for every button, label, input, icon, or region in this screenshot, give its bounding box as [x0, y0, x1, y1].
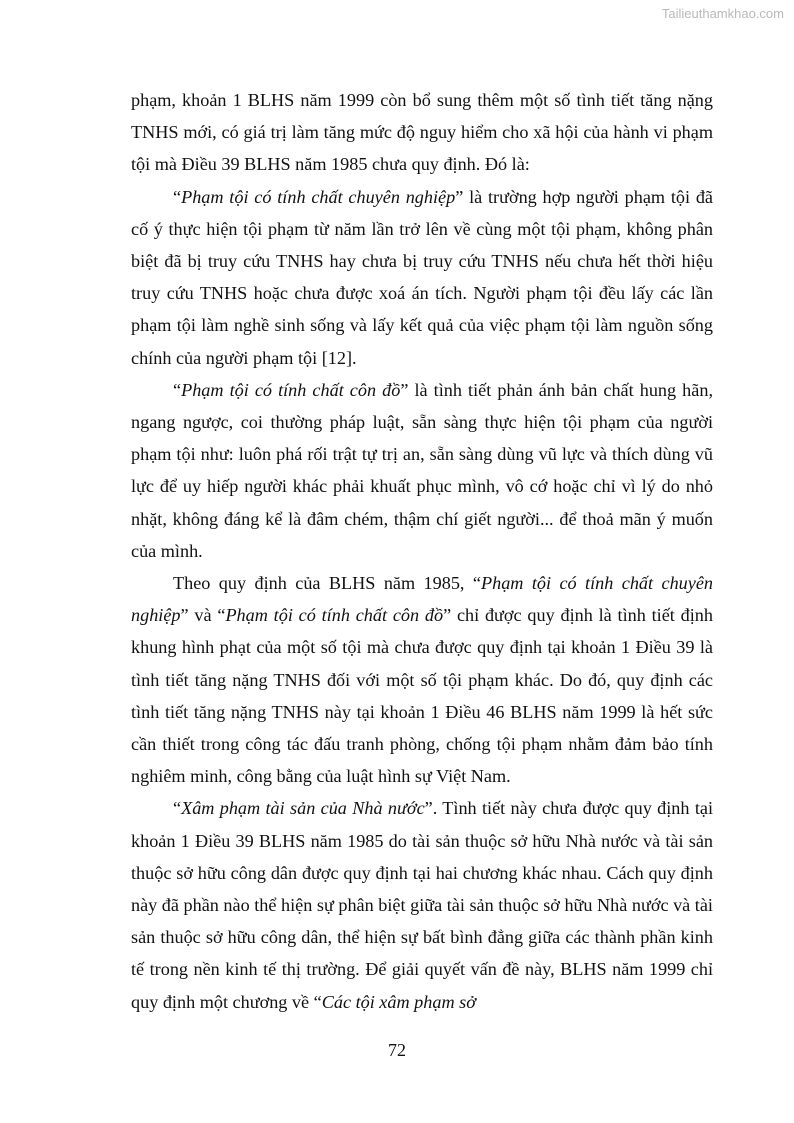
- text-run: “: [173, 186, 182, 207]
- text-run: ”. Tình tiết này chưa được quy định tại khoản 1 Điều 39 BLHS năm 1985 do tài sản thuộc sở hữu Nhà nước và tài sản thuộc sở hữu công dân được quy định tại hai chương khác nhau. Cách quy định này đã phần nào thể hiện sự phân biệt giữa tài sản thuộc sở hữu Nhà nước và tài sản thuộc sở hữu công dân, thể hiện sự bất bình đẳng giữa các thành phần kinh tế trong nền kinh tế thị trường. Để giải quyết vấn đề này, BLHS năm 1999 chỉ quy định một chương về “: [131, 798, 713, 1012]
- paragraph-5: [131, 792, 713, 1017]
- text-run: ” chỉ được quy định là tình tiết định khung hình phạt của một số tội mà chưa được quy định tại khoản 1 Điều 39 là tình tiết tăng nặng TNHS đối với một số tội phạm khác. Do đó, quy định các tình tiết tăng nặng TNHS này tại khoản 1 Điều 46 BLHS năm 1999 là hết sức cần thiết trong công tác đấu tranh phòng, chống tội phạm nhằm đảm bảo tính nghiêm minh, công bằng của luật hình sự Việt Nam.: [131, 605, 713, 787]
- italic-phrase: Phạm tội có tính chất chuyên nghiệp: [181, 186, 456, 207]
- paragraph-3: [131, 374, 713, 567]
- page-number: 72: [388, 1040, 406, 1060]
- paragraph-1: [131, 84, 713, 181]
- italic-phrase: Các tội xâm phạm sở: [321, 991, 476, 1012]
- italic-phrase: Xâm phạm tài sản của Nhà nước: [181, 798, 425, 819]
- italic-phrase: Phạm tội có tính chất chuyên nghiệp: [131, 573, 713, 626]
- text-run: “: [173, 379, 182, 400]
- text-run: ” là tình tiết phản ánh bản chất hung hãn, ngang ngược, coi thường pháp luật, sẵn sàng thực hiện tội phạm của người phạm tội như: luôn phá rối trật tự trị an, sẵn sàng dùng vũ lực và thích dùng vũ lực để uy hiếp người khác phải khuất phục mình, vô cớ hoặc chỉ vì lý do nhỏ nhặt, không đáng kể là đâm chém, thậm chí giết người... để thoả mãn ý muốn của mình.: [131, 379, 713, 561]
- text-run: “: [173, 798, 182, 819]
- text-run: ” và “: [180, 605, 226, 626]
- paragraph-2: [131, 181, 713, 374]
- italic-phrase: Phạm tội có tính chất côn đồ: [225, 605, 444, 626]
- text-run: ” là trường hợp người phạm tội đã cố ý thực hiện tội phạm từ năm lần trở lên về cùng một tội phạm, không phân biệt đã bị truy cứu TNHS hay chưa bị truy cứu TNHS nếu chưa hết thời hiệu truy cứu TNHS hoặc chưa được xoá án tích. Người phạm tội đều lấy các lần phạm tội làm nghề sinh sống và lấy kết quả của việc phạm tội làm nguồn sống chính của người phạm tội [12].: [131, 186, 714, 368]
- watermark: Tailieuthamkhao.com: [661, 6, 784, 21]
- text-run: phạm, khoản 1 BLHS năm 1999 còn bổ sung thêm một số tình tiết tăng nặng TNHS mới, có giá trị làm tăng mức độ nguy hiểm cho xã hội của hành vi phạm tội mà Điều 39 BLHS năm 1985 chưa quy định. Đó là:: [131, 90, 713, 175]
- paragraph-4: [131, 567, 713, 792]
- page-body: [131, 84, 713, 1018]
- text-run: Theo quy định của BLHS năm 1985, “: [173, 573, 481, 594]
- italic-phrase: Phạm tội có tính chất côn đồ: [181, 379, 401, 400]
